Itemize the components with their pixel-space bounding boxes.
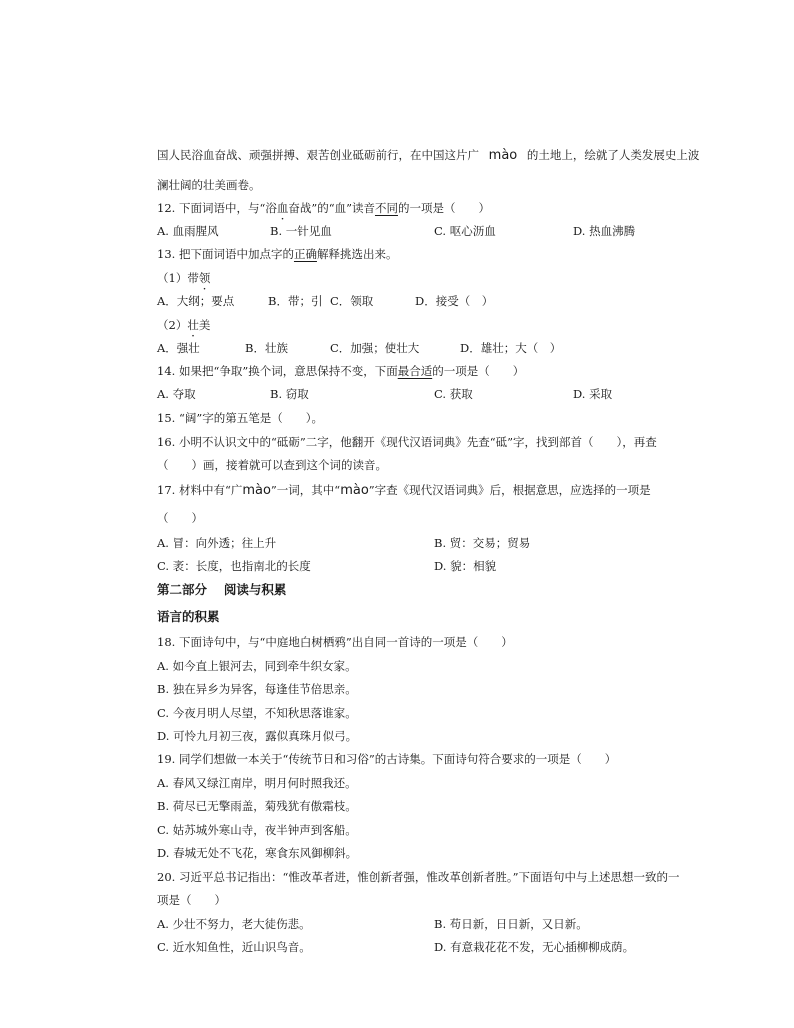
question-text: 12. 下面词语中，与“浴 — [157, 201, 277, 215]
passage-line-2: 澜壮阔的壮美画卷。 — [157, 178, 261, 192]
q19-option-c: C. 姑苏城外寒山寺，夜半钟声到客船。 — [157, 823, 357, 837]
q12-option-b: B. 一针见血 — [270, 224, 332, 238]
q13-2-option-b: B．壮族 — [245, 341, 288, 355]
underlined-text: 不同 — [374, 201, 398, 215]
q19-option-d: D. 春城无处不飞花，寒食东风御柳斜。 — [157, 846, 358, 860]
q14-option-b: B. 窃取 — [270, 387, 309, 401]
q19-option-a: A. 春风又绿江南岸，明月何时照我还。 — [157, 776, 357, 790]
underlined-text: 最合适 — [397, 364, 433, 378]
emphasis-char: 壮 — [187, 318, 199, 332]
q14-option-a: A. 夺取 — [157, 387, 196, 401]
q20-option-b: B. 苟日新，日日新，又日新。 — [434, 917, 588, 931]
q20-option-d: D. 有意栽花花不发，无心插柳柳成荫。 — [434, 940, 635, 954]
pinyin-mao: mào — [340, 483, 369, 498]
section-title: 第二部分 阅读与积累 — [157, 582, 287, 597]
question-text: 解释挑选出来。 — [316, 247, 398, 261]
q19-option-b: B. 荷尽已无擎雨盖，菊残犹有傲霜枝。 — [157, 799, 357, 813]
q20-option-c: C. 近水知鱼性，近山识鸟音。 — [157, 940, 311, 954]
sub-question-text: 美 — [198, 318, 211, 332]
q14-option-d: D. 采取 — [573, 387, 613, 401]
q17-option-c: C. 袤：长度，也指南北的长度 — [157, 559, 311, 573]
q12-option-a: A. 血雨腥风 — [157, 224, 219, 238]
question-20-line-1: 20. 习近平总书记指出：“惟改革者进，惟创新者强，惟改革创新者胜。”下面语句中与上述思想一致的一 — [157, 870, 680, 884]
question-text: ”一词，其中“ — [270, 483, 341, 497]
question-18: 18. 下面诗句中，与“中庭地白树栖鸦”出自同一首诗的一项是（ ） — [157, 635, 513, 649]
question-14 — [157, 363, 524, 379]
q17-option-d: D. 貌：相貌 — [434, 559, 497, 573]
q13-2-option-a: A．强壮 — [157, 341, 200, 355]
q17-option-a: A. 冒：向外透；往上升 — [157, 536, 277, 550]
question-text: 的一项是（ ） — [432, 364, 525, 378]
q18-option-b: B. 独在异乡为异客，每逢佳节倍思亲。 — [157, 682, 357, 696]
question-16-line-2: （ ）画，接着就可以查到这个词的读音。 — [157, 458, 387, 472]
question-15: 15. “阔”字的第五笔是（ ）。 — [157, 411, 323, 425]
passage-text: 国人民浴血奋战、顽强拼搏、艰苦创业砥砺前行，在中国这片广 — [157, 148, 479, 162]
q13-1-option-c: C．领取 — [330, 294, 374, 308]
question-text: 的一项是（ ） — [397, 201, 490, 215]
question-17 — [157, 482, 651, 499]
q13-1-option-b: B．带；引 — [268, 294, 323, 308]
question-17-line-2: （ ） — [157, 511, 203, 525]
q17-option-b: B. 贸：交易；贸易 — [434, 536, 531, 550]
q13-1-option-d: D．接受（ ） — [415, 294, 494, 308]
question-19: 19. 同学们想做一本关于“传统节日和习俗”的古诗集。下面诗句符合要求的一项是（ ） — [157, 752, 617, 766]
q13-2-option-d: D．雄壮；大（ ） — [460, 341, 562, 355]
question-text: 13. 把下面词语中加点字的 — [157, 247, 294, 261]
question-12 — [157, 200, 490, 216]
emphasis-char: 血 — [276, 201, 289, 215]
underlined-text: 正确 — [293, 247, 317, 261]
section-subtitle: 语言的积累 — [157, 609, 220, 624]
question-text: 17. 材料中有“广 — [157, 483, 243, 497]
pinyin-mao: mào — [242, 483, 271, 498]
question-text: 奋战”的“血”读音 — [288, 201, 375, 215]
question-text: 14. 如果把“争取”换个词，意思保持不变，下面 — [157, 364, 398, 378]
q18-option-a: A. 如今直上银河去，同到牵牛织女家。 — [157, 659, 357, 673]
question-16-line-1: 16. 小明不认识文中的“砥砺”二字，他翻开《现代汉语词典》先查“砥”字，找到部首（ ），再查 — [157, 435, 657, 449]
sub-question-text: （2） — [157, 318, 188, 332]
q14-option-c: C. 获取 — [434, 387, 473, 401]
question-text: ”字查《现代汉语词典》后，根据意思，应选择的一项是 — [368, 483, 651, 497]
question-20-line-2: 项是（ ） — [157, 893, 226, 907]
q13-sub-2 — [157, 317, 210, 333]
q18-option-c: C. 今夜月明人尽望，不知秋思落谁家。 — [157, 706, 357, 720]
pinyin-mao: mào — [488, 148, 518, 163]
q12-option-c: C. 呕心沥血 — [434, 224, 496, 238]
q13-sub-1 — [157, 270, 210, 286]
sub-question-text: （1）带 — [157, 271, 199, 285]
q18-option-d: D. 可怜九月初三夜，露似真珠月似弓。 — [157, 729, 358, 743]
emphasis-char: 领 — [198, 271, 211, 285]
passage-text: 的土地上，绘就了人类发展史上波 — [526, 148, 700, 162]
q13-2-option-c: C．加强；使壮大 — [330, 341, 420, 355]
q20-option-a: A. 少壮不努力，老大徒伤悲。 — [157, 917, 311, 931]
q13-1-option-a: A．大纲；要点 — [157, 294, 235, 308]
question-13 — [157, 246, 397, 262]
passage-line-1 — [157, 147, 699, 164]
q12-option-d: D. 热血沸腾 — [573, 224, 636, 238]
